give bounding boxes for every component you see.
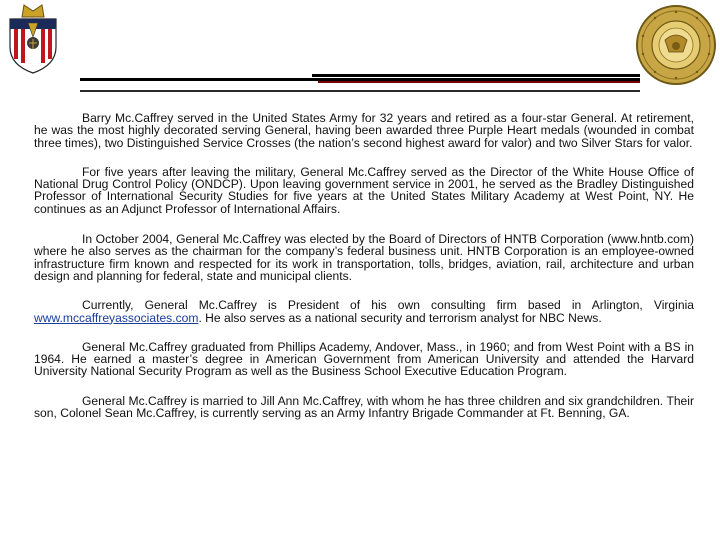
consulting-text-after: . He also serves as a national security and terrorism analyst for NBC News.: [198, 310, 602, 325]
consulting-website-link[interactable]: www.mccaffreyassociates.com: [34, 310, 199, 325]
west-point-crest-icon: [4, 3, 62, 75]
paragraph-family: General Mc.Caffrey is married to Jill Ann Mc.Caffrey, with whom he has three children and six grandchildren. Their son, Colonel Sean Mc.Caffrey, is currently serving as an Army Infantry Brigade Commander at Ft. Benning, GA.: [34, 393, 694, 421]
paragraph-education: General Mc.Caffrey graduated from Phillips Academy, Andover, Mass., in 1960; and from West Point with a BS in 1964. He earned a master’s degree in American Government from American University and attended the Harvard University National Security Program as well as the Business School Executive Education Program.: [34, 339, 694, 379]
header-rule-bottom: [80, 90, 640, 92]
paragraph-hntb: In October 2004, General Mc.Caffrey was elected by the Board of Directors of HNTB Corporation (www.hntb.com) where he also serves as the chairman for the company’s federal business unit. HNTB Corporation is an employee-owned infrastructure firm known and respected for its work in transportation, tolls, bridges, aviation, rail, architecture and urban design and planning for federal, state and municipal clients.: [34, 232, 694, 283]
consulting-text-before: Currently, General Mc.Caffrey is President of his own consulting firm based in Arlington, Virginia: [82, 298, 694, 313]
academy-seal-icon: [635, 4, 717, 86]
biography-text: [34, 112, 694, 436]
header-rule-accent: [318, 81, 640, 83]
header-rule-top: [312, 74, 640, 77]
paragraph-ondcp: For five years after leaving the military, General Mc.Caffrey served as the Director of the White House Office of National Drug Control Policy (ONDCP). Upon leaving government service in 2001, he served as the Bradley Distinguished Professor of International Security Studies for five years at the United States Military Academy at West Point, NY. He continues as an Adjunct Professor of International Affairs.: [34, 164, 694, 216]
paragraph-consulting: [34, 299, 694, 324]
paragraph-army-career: Barry Mc.Caffrey served in the United States Army for 32 years and retired as a four-star General. At retirement, he was the most highly decorated serving General, having been awarded three Purple Heart medals (wounded in combat three times), two Distinguished Service Crosses (the nation’s second highest award for valor) and two Silver Stars for valor.: [34, 111, 694, 150]
